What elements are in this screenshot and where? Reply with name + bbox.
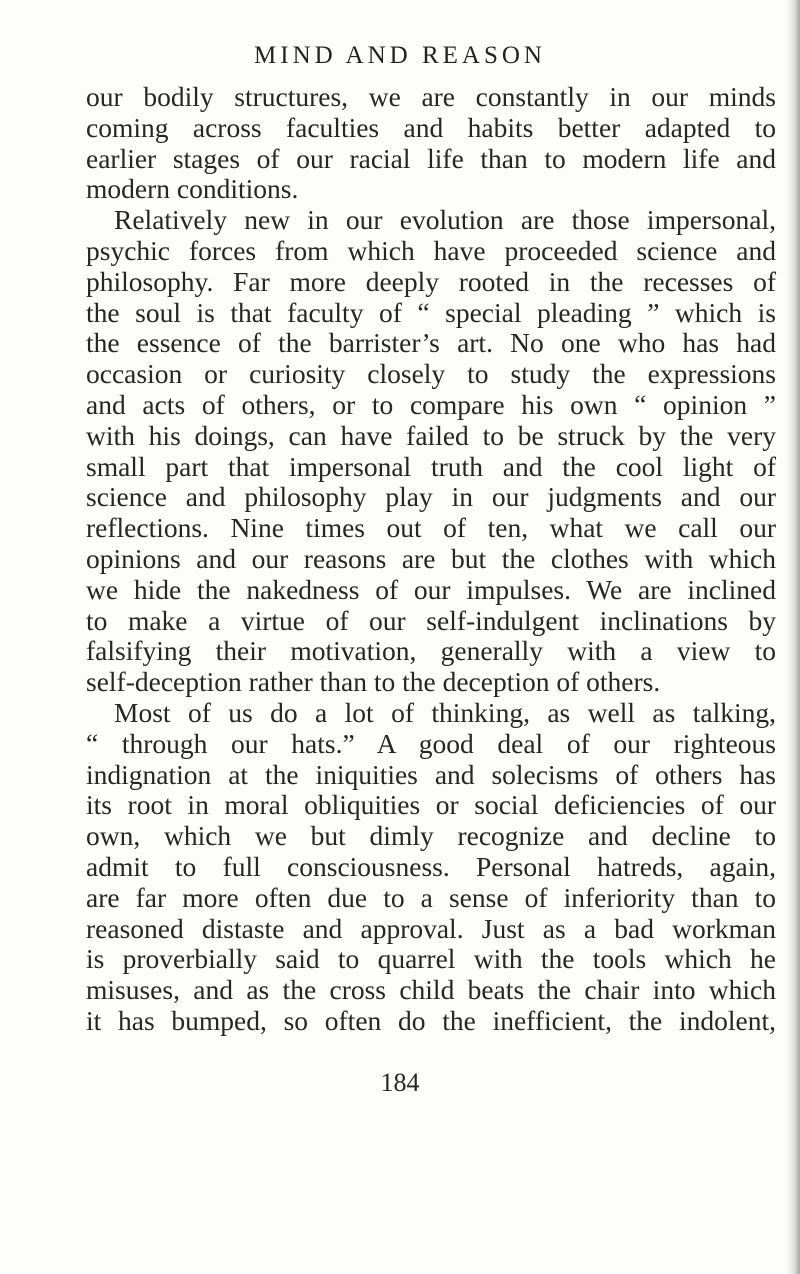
text-line: coming across faculties and habits better adapted to (86, 111, 776, 143)
text-line: “ through our hats.” A good deal of our righteous (86, 727, 776, 759)
text-line: admit to full consciousness. Personal hatreds, again, (86, 850, 776, 882)
text-line: it has bumped, so often do the inefficient, the indolent, (86, 1004, 776, 1036)
text-line: its root in moral obliquities or social deficiencies of our (86, 789, 776, 821)
text-line: philosophy. Far more deeply rooted in the recesses of (86, 265, 776, 297)
text-line: self-deception rather than to the deception of others. (86, 666, 661, 698)
text-line: psychic forces from which have proceeded science and (86, 234, 776, 266)
text-line: to make a virtue of our self-indulgent inclinations by (86, 604, 776, 636)
body-text (86, 82, 776, 1037)
text-line: with his doings, can have failed to be struck by the very (86, 419, 776, 451)
text-line: we hide the nakedness of our impulses. We are inclined (86, 573, 776, 605)
text-line: modern conditions. (86, 173, 299, 205)
text-line: reasoned distaste and approval. Just as a bad workman (86, 912, 776, 944)
text-line: misuses, and as the cross child beats the chair into which (86, 974, 776, 1006)
text-line: the soul is that faculty of “ special pleading ” which is (86, 296, 776, 328)
text-line: small part that impersonal truth and the cool light of (86, 450, 776, 482)
text-line: opinions and our reasons are but the clothes with which (86, 542, 776, 574)
text-line: science and philosophy play in our judgments and our (86, 481, 776, 513)
page-edge-shadow (786, 0, 800, 1274)
text-line: indignation at the iniquities and solecisms of others has (86, 758, 776, 790)
text-line: Most of us do a lot of thinking, as well as talking, (114, 696, 776, 728)
running-head: MIND AND REASON (254, 42, 546, 69)
page-number: 184 (380, 1068, 420, 1097)
text-line: falsifying their motivation, generally with a view to (86, 635, 776, 667)
text-line: is proverbially said to quarrel with the tools which he (86, 943, 776, 975)
text-line: our bodily structures, we are constantly in our minds (86, 81, 776, 112)
text-line: the essence of the barrister’s art. No one who has had (86, 327, 776, 359)
text-line: and acts of others, or to compare his own “ opinion ” (86, 388, 776, 420)
text-line: reflections. Nine times out of ten, what we call our (86, 512, 776, 544)
text-line: earlier stages of our racial life than to modern life and (86, 142, 776, 174)
text-line: own, which we but dimly recognize and decline to (86, 820, 776, 852)
text-line: are far more often due to a sense of inferiority than to (86, 881, 776, 913)
text-line: occasion or curiosity closely to study the expressions (86, 358, 776, 390)
text-line: Relatively new in our evolution are those impersonal, (114, 204, 776, 236)
